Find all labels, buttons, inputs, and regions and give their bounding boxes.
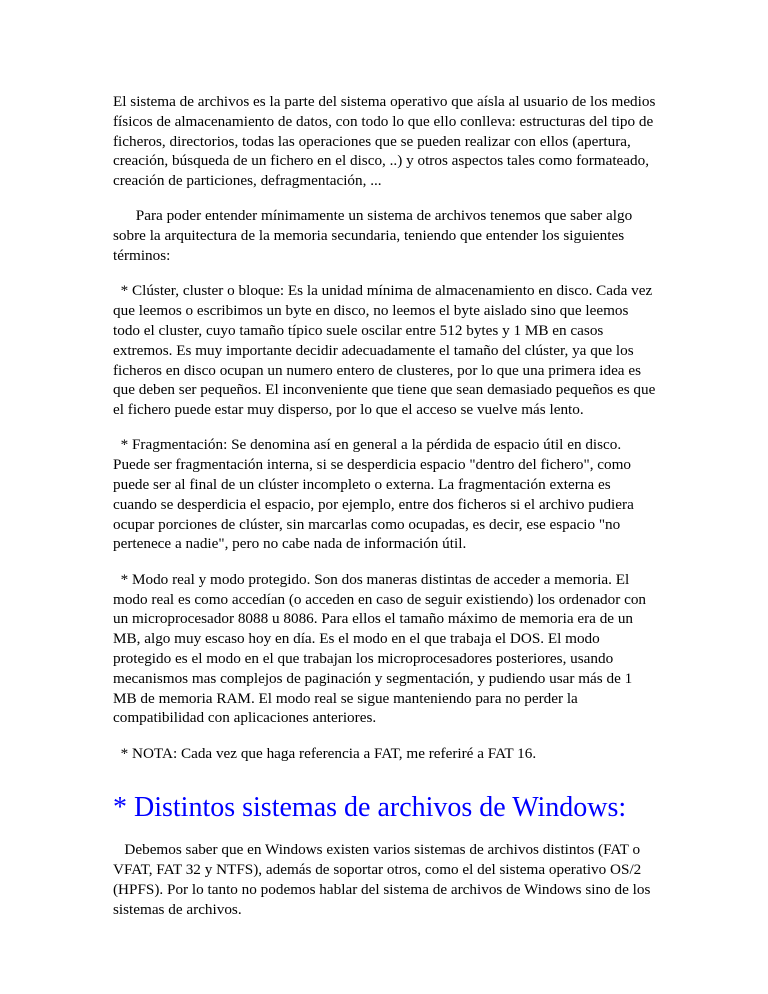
paragraph-windows-filesystems: Debemos saber que en Windows existen varios sistemas de archivos distintos (FAT o VFAT, FAT 32 y NTFS), además de soportar otros, como el del sistema operativo OS/2 (HPFS). Por lo tanto no podemos hablar del sistema de archivos de Windows sino de los sistemas de archivos. [113,841,655,918]
section-heading-windows-filesystems: * Distintos sistemas de archivos de Windows: [113,792,627,824]
paragraph-cluster: * Clúster, cluster o bloque: Es la unidad mínima de almacenamiento en disco. Cada vez que leemos o escribimos un byte en disco, no leemos el byte aislado sino que leemos todo el cluster, cuyo tamaño típico suele oscilar entre 512 bytes y 1 MB en casos extremos. Es muy importante decidir adecuadamente el tamaño del clúster, ya que los ficheros en disco ocupan un numero entero de clusteres, por lo que una primera idea es que deben ser pequeños. El inconveniente que tiene que sean demasiado pequeños es que el fichero puede estar muy disperso, por lo que el acceso se vuelve más lento. [113,282,660,419]
paragraph-real-protected-mode: * Modo real y modo protegido. Son dos maneras distintas de acceder a memoria. El modo real es como accedían (o acceden en caso de seguir existiendo) los ordenador con un microprocesador 8088 u 8086. Para ellos el tamaño máximo de memoria era de un MB, algo muy escaso hoy en día. Es el modo en el que trabaja el DOS. El modo protegido es el modo en el que trabajan los microprocesadores posteriores, usando mecanismos mas complejos de paginación y segmentación, y pudiendo usar más de 1 MB de memoria RAM. El modo real se sigue manteniendo para no perder la compatibilidad con aplicaciones anteriores. [113,570,650,727]
paragraph-intro: El sistema de archivos es la parte del sistema operativo que aísla al usuario de los medios físicos de almacenamiento de datos, con todo lo que ello conlleva: estructuras del tipo de ficheros, directorios, todas las operaciones que se pueden realizar con ellos (apertura, creación, búsqueda de un fichero en el disco, ..) y otros aspectos tales como formateado, creación de particiones, defragmentación, ... [113,93,660,190]
document-body [113,92,658,935]
paragraph-fragmentation: * Fragmentación: Se denomina así en general a la pérdida de espacio útil en disco. Puede ser fragmentación interna, si se desperdicia espacio "dentro del fichero", como puede ser al final de un clúster incompleto o externa. La fragmentación externa es cuando se desperdicia el espacio, por ejemplo, entre dos ficheros si el archivo pudiera ocupar porciones de clúster, sin marcarlas como ocupadas, es decir, ese espacio "no pertenece a nadie", pero no cabe nada de información útil. [113,436,638,553]
paragraph-terms-intro: Para poder entender mínimamente un sistema de archivos tenemos que saber algo sobre la arquitectura de la memoria secundaria, teniendo que entender los siguientes términos: [113,207,636,265]
paragraph-fat-note: * NOTA: Cada vez que haga referencia a FAT, me referiré a FAT 16. [113,744,537,762]
